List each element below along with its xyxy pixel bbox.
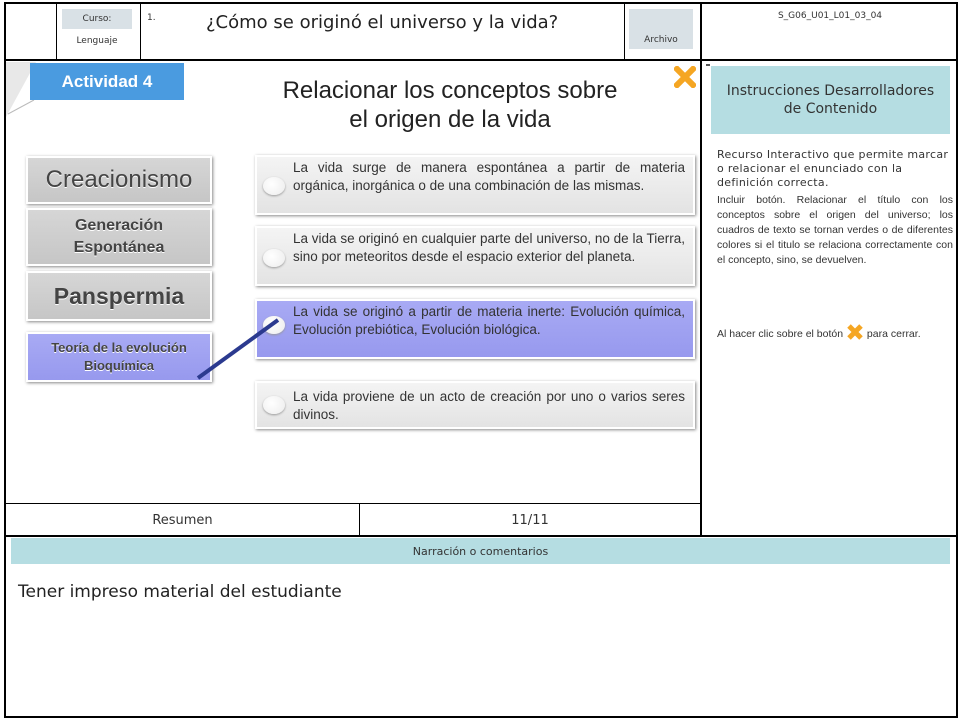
definition-2-text: La vida se originó en cualquier parte del universo, no de la Tierra, sino por meteoritos desde el espacio exterior del planeta. xyxy=(293,231,685,264)
radio-knob[interactable] xyxy=(263,396,285,414)
match-connector-line xyxy=(190,310,290,382)
instructions-para2: Incluir botón. Relacionar el título con los conceptos sobre el origen del universo; los cuadros de texto se tornan verdes o de diferentes colores si el titulo se relaciona correctamente con el concepto, sino, se devuelven. xyxy=(717,194,953,266)
close-note-after: para cerrar. xyxy=(866,328,921,340)
narration-bar: Narración o comentarios xyxy=(11,538,950,564)
archivo-button[interactable] xyxy=(629,9,693,49)
narration-divider xyxy=(4,535,958,537)
activity-title-line2: el origen de la vida xyxy=(349,106,551,133)
main-right-divider xyxy=(700,2,702,536)
close-note-before: Al hacer clic sobre el botón xyxy=(717,328,844,340)
close-x-icon[interactable] xyxy=(674,66,696,88)
definition-4[interactable] xyxy=(255,381,695,429)
tick-mark xyxy=(706,64,710,66)
curso-label: Curso: xyxy=(62,9,132,29)
concept-teoria-evolucion-bioquimica[interactable]: Teoría de la evolución Bioquímica xyxy=(26,332,212,382)
resumen-button[interactable]: Resumen xyxy=(152,512,213,528)
header-col1 xyxy=(56,2,57,60)
close-x-icon xyxy=(846,324,864,340)
definition-2[interactable] xyxy=(255,226,695,286)
concept-generacion-espontanea[interactable]: Generación Espontánea xyxy=(26,208,212,266)
footer-top-divider xyxy=(4,503,702,504)
definition-1[interactable] xyxy=(255,155,695,215)
definition-3-text: La vida se originó a partir de materia inerte: Evolución química, Evolución prebiótica, Evolución biológica. xyxy=(293,304,685,337)
header-divider xyxy=(4,59,958,61)
lesson-number: 1. xyxy=(147,13,156,23)
activity-title xyxy=(230,76,670,134)
frame-right xyxy=(956,2,958,718)
narration-text: Tener impreso material del estudiante xyxy=(18,582,342,602)
activity-tab: Actividad 4 xyxy=(30,63,184,100)
header-col2 xyxy=(140,2,141,60)
frame-bottom xyxy=(4,716,958,718)
instructions-close-note xyxy=(717,324,953,341)
activity-title-line1: Relacionar los conceptos sobre xyxy=(282,77,618,104)
curso-value: Lenguaje xyxy=(76,36,118,46)
page-title: ¿Cómo se originó el universo y la vida? xyxy=(206,12,559,33)
frame-top xyxy=(4,2,958,4)
instructions-para1: Recurso Interactivo que permite marcar o relacionar el enunciado con la definición correcta. xyxy=(717,148,949,189)
page-indicator: 11/11 xyxy=(511,512,549,528)
definition-4-text: La vida proviene de un acto de creación por uno o varios seres divinos. xyxy=(293,389,685,422)
radio-knob[interactable] xyxy=(263,249,285,267)
definition-3[interactable] xyxy=(255,299,695,359)
definition-1-text: La vida surge de manera espontánea a partir de materia orgánica, inorgánica o de una combinación de las mismas. xyxy=(293,160,685,193)
radio-knob[interactable] xyxy=(263,177,285,195)
archivo-label: Archivo xyxy=(644,35,678,45)
concept-panspermia[interactable]: Panspermia xyxy=(26,271,212,321)
concept-creacionismo[interactable]: Creacionismo xyxy=(26,156,212,204)
instructions-header: Instrucciones Desarrolladores de Contenido xyxy=(711,66,950,134)
resource-code: S_G06_U01_L01_03_04 xyxy=(777,11,883,21)
header-col3 xyxy=(624,2,625,60)
